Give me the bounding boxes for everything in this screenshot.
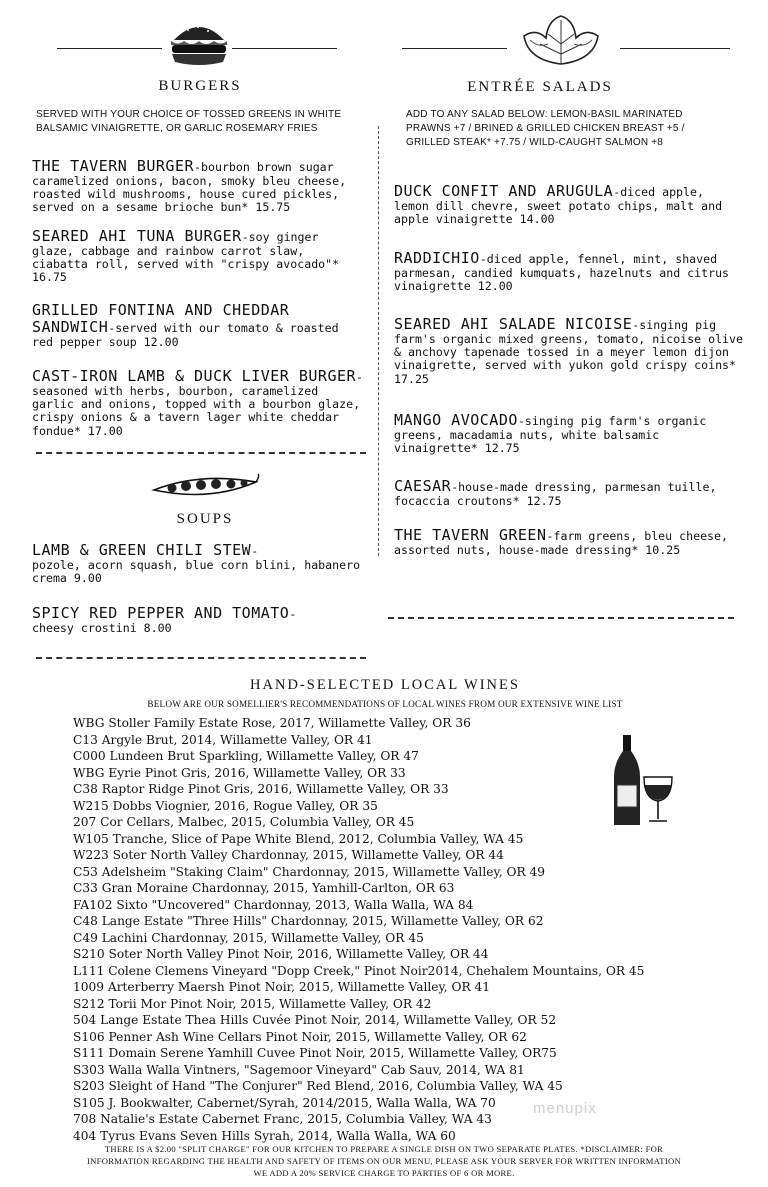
section-divider: [36, 657, 366, 659]
item-name: CAST-IRON LAMB & DUCK LIVER BURGER: [32, 367, 357, 385]
item-name: CAESAR: [394, 477, 452, 495]
wine-item: C53 Adelsheim "Staking Claim" Chardonnay, 2015, Willamette Valley, OR 49: [73, 864, 546, 879]
wine-item: 1009 Arterberry Maersh Pinot Noir, 2015, Willamette Valley, OR 41: [73, 980, 491, 994]
item-desc: singing pig farm's organic greens, macadamia nuts, white balsamic vinaigrette* 12.75: [394, 414, 707, 456]
wine-item: 207 Cor Cellars, Malbec, 2015, Columbia Valley, OR 45: [73, 815, 415, 829]
footer-line: WE ADD A 20% SERVICE CHARGE TO PARTIES OF 6 OR MORE.: [253, 1168, 515, 1178]
wine-item: WBG Stoller Family Estate Rose, 2017, Willamette Valley, OR 36: [73, 716, 471, 730]
item-desc: soy ginger glaze, cabbage and rainbow carrot slaw, ciabatta roll, served with "crispy avocado"* 16.75: [32, 230, 340, 285]
wine-item: C49 Lachini Chardonnay, 2015, Willamette Valley, OR 45: [73, 930, 424, 945]
wine-item: FA102 Sixto "Uncovered" Chardonnay, 2013, Walla Walla, WA 84: [73, 897, 474, 912]
section-divider: [388, 617, 734, 619]
menu-item: LAMB & GREEN CHILI STEW- pozole, acorn squash, blue corn blini, habanero crema 9.00: [32, 541, 361, 586]
burgers-top-rule-right: [232, 48, 337, 49]
item-desc: singing pig farm's organic mixed greens, tomato, nicoise olive & anchovy tapenade tossed in a meyer lemon dijon vinaigrette, served with yukon gold crispy coins* 17.25: [394, 318, 744, 386]
item-desc: cheesy crostini 8.00: [32, 621, 172, 635]
soups-heading: SOUPS: [176, 511, 234, 527]
wine-item: S210 Soter North Valley Pinot Noir, 2016, Willamette Valley, OR 44: [73, 947, 489, 961]
wine-item: W215 Dobbs Viognier, 2016, Rogue Valley, OR 35: [73, 798, 378, 813]
item-name: SPICY RED PEPPER AND TOMATO: [32, 604, 290, 622]
wine-item: 708 Natalie's Estate Cabernet Franc, 2015, Columbia Valley, WA 43: [73, 1112, 492, 1126]
salads-top-rule-right: [620, 48, 730, 49]
wine-item: S105 J. Bookwalter, Cabernet/Syrah, 2014/2015, Walla Walla, WA 70: [73, 1095, 496, 1110]
menu-item: MANGO AVOCADO-singing pig farm's organic greens, macadamia nuts, white balsamic vinaigrette* 12.75: [394, 411, 707, 456]
burgers-top-rule-left: [57, 48, 162, 49]
wines-heading: HAND-SELECTED LOCAL WINES: [250, 677, 520, 693]
item-name: MANGO AVOCADO: [394, 411, 518, 429]
item-desc: served with our tomato & roasted red pepper soup 12.00: [32, 321, 339, 349]
wine-item: WBG Eyrie Pinot Gris, 2016, Willamette Valley, OR 33: [73, 765, 406, 780]
item-desc: farm greens, bleu cheese, assorted nuts, house-made dressing* 10.25: [394, 529, 728, 557]
burgers-intro: SERVED WITH YOUR CHOICE OF TOSSED GREENS IN WHITE BALSAMIC VINAIGRETTE, OR GARLIC ROSEMARY FRIES: [36, 109, 342, 134]
item-name: LAMB & GREEN CHILI STEW: [32, 541, 252, 559]
menu-item: SEARED AHI SALADE NICOISE-singing pig farm's organic mixed greens, tomato, nicoise olive & anchovy tapenade tossed in a meyer lemon dijon vinaigrette, served with yukon gold crispy coins* 17.25: [394, 315, 744, 386]
wine-item: C48 Lange Estate "Three Hills" Chardonnay, 2015, Willamette Valley, OR 62: [73, 914, 544, 928]
wine-item: S212 Torii Mor Pinot Noir, 2015, Willamette Valley, OR 42: [73, 996, 432, 1011]
wine-item: C33 Gran Moraine Chardonnay, 2015, Yamhill-Carlton, OR 63: [73, 881, 455, 895]
salads-intro: ADD TO ANY SALAD BELOW: LEMON-BASIL MARINATED PRAWNS +7 / BRINED & GRILLED CHICKEN BREAST +5 / GRILLED STEAK* +7.75 / WILD-CAUGHT SALMON +8: [406, 109, 685, 148]
wines-subtitle: BELOW ARE OUR SOMELLIER'S RECOMMENDATIONS OF LOCAL WINES FROM OUR EXTENSIVE WINE LIST: [147, 699, 623, 709]
item-desc: seasoned with herbs, bourbon, caramelized garlic and onions, topped with a bourbon glaze, crispy onions & a tavern lager white cheddar fondue* 17.00: [32, 384, 361, 438]
menu-item: THE TAVERN BURGER-bourbon brown sugar caramelized onions, bacon, smoky bleu cheese, roasted wild mushrooms, house cured pickles, served on a sesame brioche bun* 15.75: [32, 157, 347, 215]
footer-line: INFORMATION REGARDING THE HEALTH AND SAFETY OF ITEMS ON OUR MENU, PLEASE ASK YOUR SERVER FOR WRITTEN INFORMATION: [86, 1156, 682, 1166]
wine-item: W223 Soter North Valley Chardonnay, 2015, Willamette Valley, OR 44: [73, 848, 504, 862]
item-desc: house-made dressing, parmesan tuille, focaccia croutons* 12.75: [394, 480, 717, 508]
wine-item: S111 Domain Serene Yamhill Cuvee Pinot Noir, 2015, Willamette Valley, OR75: [73, 1046, 557, 1060]
column-divider: [378, 126, 379, 556]
wine-item: S303 Walla Walla Vintners, "Sagemoor Vineyard" Cab Sauv, 2014, WA 81: [73, 1062, 525, 1077]
lettuce-illustration-icon: [518, 14, 604, 66]
item-desc: diced apple, fennel, mint, shaved parmesan, candied kumquats, hazelnuts and citrus vinaigrette 12.00: [394, 252, 730, 294]
menu-item: CAESAR-house-made dressing, parmesan tuille, focaccia croutons* 12.75: [394, 477, 717, 508]
item-name: SEARED AHI SALADE NICOISE: [394, 315, 633, 333]
wine-item: L111 Colene Clemens Vineyard "Dopp Creek," Pinot Noir2014, Chehalem Mountains, OR 45: [73, 963, 645, 978]
wine-item: S203 Sleight of Hand "The Conjurer" Red Blend, 2016, Columbia Valley, WA 45: [73, 1079, 563, 1093]
wine-list: [73, 715, 713, 1144]
watermark: menupix: [533, 1100, 597, 1117]
menu-item: SPICY RED PEPPER AND TOMATO- cheesy crostini 8.00: [32, 604, 297, 635]
item-desc: pozole, acorn squash, blue corn blini, habanero crema 9.00: [32, 558, 361, 586]
menu-item: CAST-IRON LAMB & DUCK LIVER BURGER-seasoned with herbs, bourbon, caramelized garlic and onions, topped with a bourbon glaze, crispy onions & a tavern lager white cheddar fondue* 17.00: [32, 367, 364, 438]
item-name: THE TAVERN BURGER: [32, 157, 195, 175]
burger-illustration-icon: [168, 18, 230, 68]
item-name: THE TAVERN GREEN: [394, 526, 547, 544]
burgers-heading: BURGERS: [158, 78, 242, 94]
footer-line: THERE IS A $2.00 "SPLIT CHARGE" FOR OUR KITCHEN TO PREPARE A SINGLE DISH ON TWO SEPARATE PLATES. *DISCLAIMER: FOR: [104, 1144, 664, 1154]
section-divider: [36, 452, 366, 454]
item-name: RADDICHIO: [394, 249, 480, 267]
wine-item: C38 Raptor Ridge Pinot Gris, 2016, Willamette Valley, OR 33: [73, 782, 449, 796]
wine-item: S106 Penner Ash Wine Cellars Pinot Noir, 2015, Willamette Valley, OR 62: [73, 1029, 527, 1044]
wine-item: W105 Tranche, Slice of Pape White Blend, 2012, Columbia Valley, WA 45: [73, 831, 524, 846]
salads-heading: ENTRÉE SALADS: [467, 79, 613, 95]
menu-item: DUCK CONFIT AND ARUGULA-diced apple, lemon dill chevre, sweet potato chips, malt and apple vinaigrette 14.00: [394, 182, 723, 227]
wine-item: 404 Tyrus Evans Seven Hills Syrah, 2014, Walla Walla, WA 60: [73, 1128, 456, 1143]
menu-item: GRILLED FONTINA AND CHEDDAR SANDWICH-served with our tomato & roasted red pepper soup 12.00: [32, 301, 339, 349]
salads-top-rule-left: [402, 48, 507, 49]
menu-item: THE TAVERN GREEN-farm greens, bleu cheese, assorted nuts, house-made dressing* 10.25: [394, 526, 728, 557]
wine-item: C13 Argyle Brut, 2014, Willamette Valley, OR 41: [73, 732, 373, 747]
item-desc: diced apple, lemon dill chevre, sweet potato chips, malt and apple vinaigrette 14.00: [394, 185, 723, 227]
peapod-illustration-icon: [150, 472, 262, 502]
item-name: DUCK CONFIT AND ARUGULA: [394, 182, 614, 200]
wine-item: C000 Lundeen Brut Sparkling, Willamette Valley, OR 47: [73, 749, 419, 763]
footer-disclaimer: [40, 1143, 728, 1179]
item-desc: bourbon brown sugar caramelized onions, bacon, smoky bleu cheese, roasted wild mushrooms, house cured pickles, served on a sesame brioche bun* 15.75: [32, 160, 347, 215]
menu-item: RADDICHIO-diced apple, fennel, mint, shaved parmesan, candied kumquats, hazelnuts and citrus vinaigrette 12.00: [394, 249, 730, 294]
item-name: SEARED AHI TUNA BURGER: [32, 227, 242, 245]
wine-item: 504 Lange Estate Thea Hills Cuvée Pinot Noir, 2014, Willamette Valley, OR 52: [73, 1013, 557, 1027]
menu-item: SEARED AHI TUNA BURGER-soy ginger glaze, cabbage and rainbow carrot slaw, ciabatta roll, served with "crispy avocado"* 16.75: [32, 227, 340, 285]
item-name: GRILLED FONTINA AND CHEDDAR SANDWICH: [32, 301, 290, 336]
